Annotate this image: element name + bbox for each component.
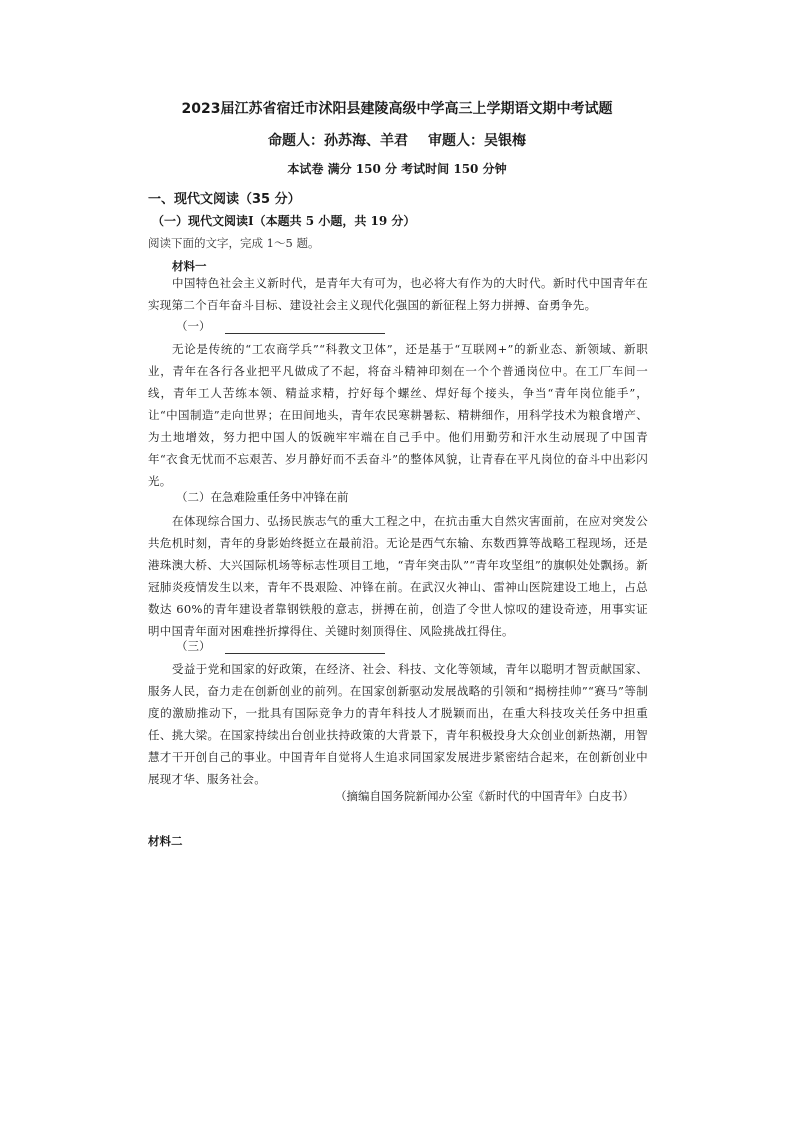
paragraph-1 [148,338,648,492]
intro-paragraph [148,272,648,316]
paragraph-text: 在体现综合国力、弘扬民族志气的重大工程之中，在抗击重大自然灾害面前，在应对突发公共危机时刻，青年的身影始终挺立在最前沿。无论是西气东输、东数西算等战略工程现场，还是港珠澳大桥、大兴国际机场等标志性项目工地，“青年突击队”“青年攻坚组”的旗帜处处飘扬。新冠肺炎疫情发生以来，青年不畏艰险、冲锋在前。在武汉火神山、雷神山医院建设工地上，占总数达 60%的青年建设者靠钢铁般的意志，拼搏在前，创造了令世人惊叹的建设奇迹，用事实证明中国青年面对困难挫折撑得住、关键时刻顶得住、风险挑战扛得住。 [148,514,648,638]
subheading-1 [176,318,385,334]
instruction: 阅读下面的文字，完成 1～5 题。 [148,236,320,250]
subheading-3 [176,638,385,654]
section-heading: 一、现代文阅读（35 分） [148,192,301,207]
blank-line [225,321,385,334]
subheading-2: （二）在急难险重任务中冲锋在前 [176,490,349,504]
blank-line [225,641,385,654]
paragraph-text: 中国特色社会主义新时代，是青年大有可为，也必将大有作为的大时代。新时代中国青年在实现第二个百年奋斗目标、建设社会主义现代化强国的新征程上努力拼搏、奋勇争先。 [148,276,648,312]
paragraph-text: 无论是传统的“工农商学兵”“科教文卫体”，还是基于“互联网+”的新业态、新领域、新职业，青年在各行各业把平凡做成了不起，将奋斗精神印刻在一个个普通岗位中。在工厂车间一线，青年工人苦练本领、精益求精，拧好每个螺丝、焊好每个接头，争当“青年岗位能手”，让“中国制造”走向世界；在田间地头，青年农民寒耕暑耘、精耕细作，用科学技术为粮食增产、为土地增效，努力把中国人的饭碗牢牢端在自己手中。他们用勤劳和汗水生动展现了中国青年“衣食无忧而不忘艰苦、岁月静好而不丢奋斗”的整体风貌，让青春在平凡岗位的奋斗中出彩闪光。 [148,342,648,488]
paragraph-3 [148,658,648,790]
subheading-label: （三） [176,639,211,653]
reviewer-label: 审题人：吴银梅 [428,133,526,149]
exam-meta: 本试卷 满分 150 分 考试时间 150 分钟 [287,162,507,176]
paragraph-2 [148,510,648,642]
authors-line [0,130,794,150]
author-label: 命题人：孙苏海、羊君 [268,133,408,149]
subheading-label: （一） [176,319,211,333]
exam-title: 2023届江苏省宿迁市沭阳县建陵高级中学高三上学期语文期中考试题 [181,101,613,117]
paragraph-text: 受益于党和国家的好政策，在经济、社会、科技、文化等领域，青年以聪明才智贡献国家、服务人民，奋力走在创新创业的前列。在国家创新驱动发展战略的引领和“揭榜挂帅”“赛马”等制度的激励推动下，一批具有国际竞争力的青年科技人才脱颖而出，在重大科技攻关任务中担重任、挑大梁。在国家持续出台创业扶持政策的大背景下，青年积极投身大众创业创新热潮，用智慧才干开创自己的事业。中国青年自觉将人生追求同国家发展进步紧密结合起来，在创新创业中展现才华、服务社会。 [148,662,648,786]
material-label: 材料一 [172,259,207,273]
material-label-2: 材料二 [148,834,183,848]
source-citation: （摘编自国务院新闻办公室《新时代的中国青年》白皮书） [335,789,634,803]
section-subheading: （一）现代文阅读Ⅰ（本题共 5 小题，共 19 分） [152,214,416,228]
